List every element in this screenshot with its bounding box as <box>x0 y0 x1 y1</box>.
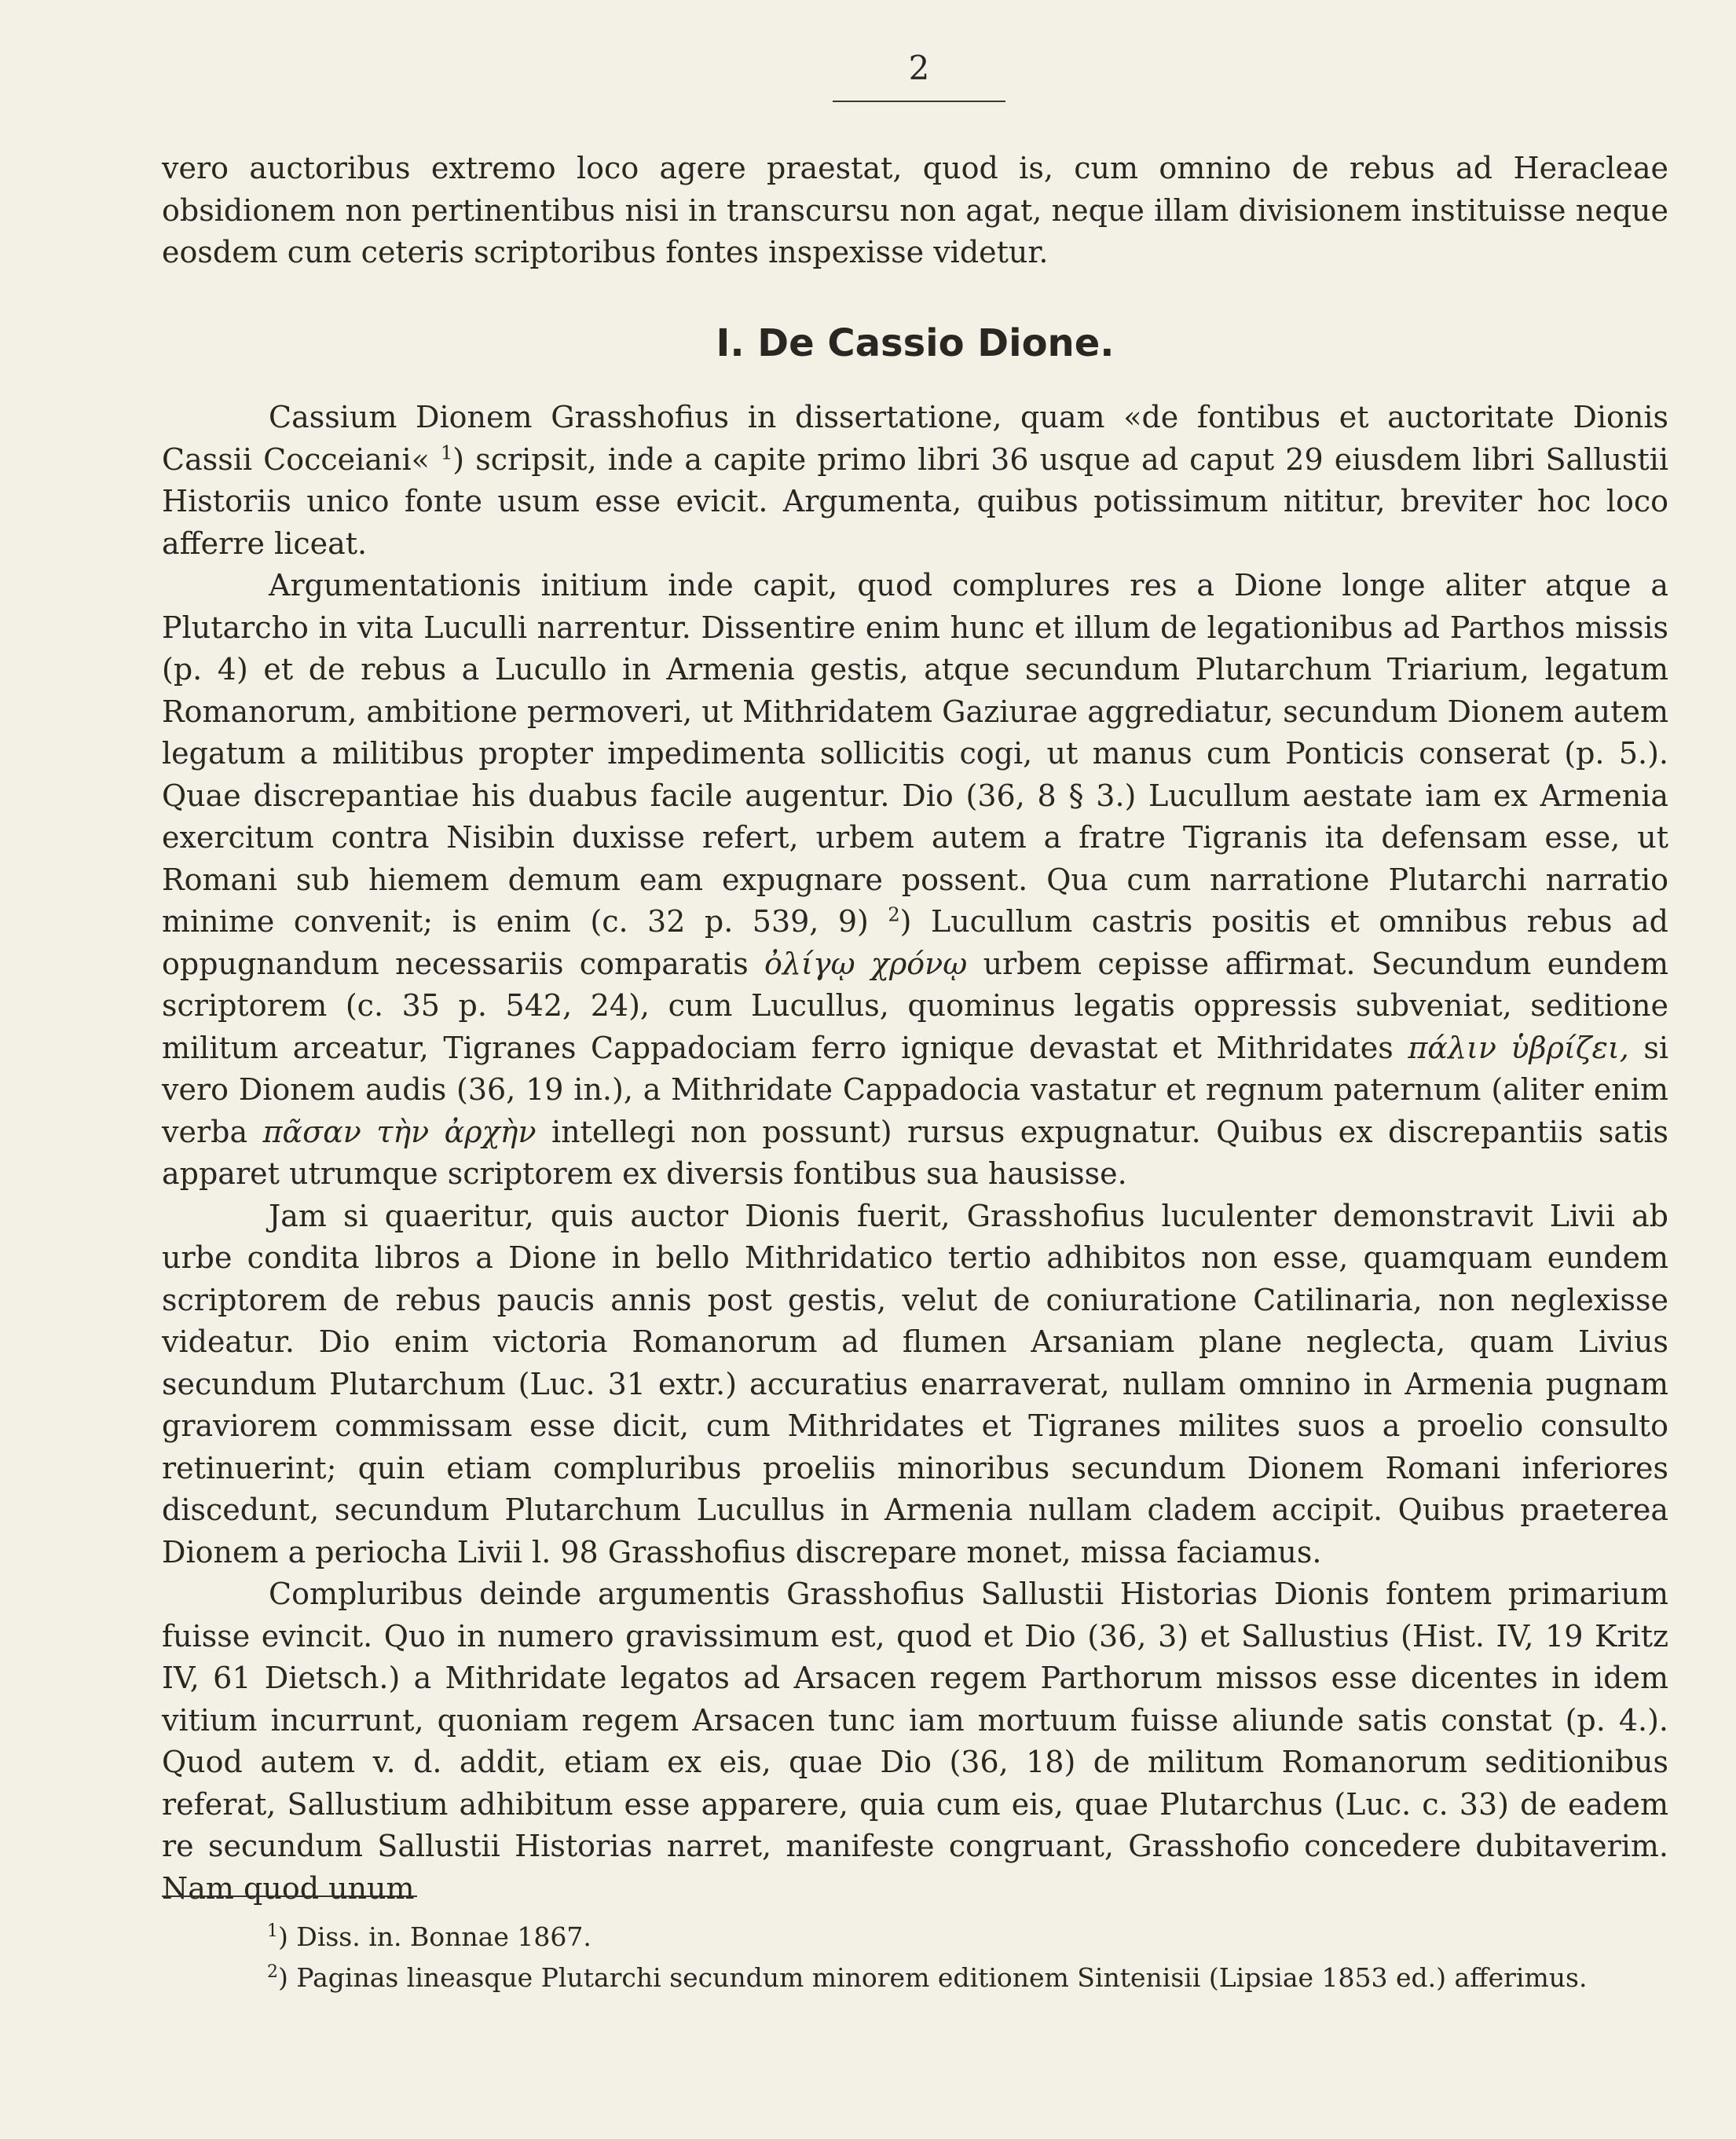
main-text-block <box>162 397 1668 1910</box>
greek-phrase: πᾶσαν τὴν ἀρχὴν <box>262 1114 537 1149</box>
section-heading: I. De Cassio Dione. <box>716 321 1115 365</box>
paragraph-1: Cassium Dionem Grasshofius in dissertatione, quam «de fontibus et auctoritate Dionis Cassii Cocceiani« $^1$) scripsit, inde a capite primo libri 36 usque ad caput 29 eiusdem libri Sallustii Historiis unico fonte usum esse evicit. Argumenta, quibus potissimum nititur, breviter hoc loco afferre liceat. <box>162 400 1668 561</box>
footnote-rule <box>162 1895 417 1897</box>
intro-text-block <box>162 148 1668 274</box>
paragraph-2: Argumentationis initium inde capit, quod complures res a Dione longe aliter atque a Plutarcho in vita Luculli narrentur. Dissentire enim hunc et illum de legationibus ad Parthos missis (p. 4) et de rebus a Lucullo in Armenia gestis, atque secundum Plutarchum Triarium, legatum Romanorum, ambitione permoveri, ut Mithridatem Gaziurae aggrediatur, secundum Dionem autem legatum a militibus propter impedimenta sollicitis cogi, ut manus cum Ponticis conserat (p. 5.). Quae discrepantiae his duabus facile augentur. Dio (36, 8 § 3.) Lucullum aestate iam ex Armenia exercitum contra Nisibin duxisse refert, urbem autem a fratre Tigranis ita defensam esse, ut Romani sub hiemem demum eam expugnare possent. Qua cum narratione Plutarchi narratio minime convenit; is enim (c. 32 p. 539, 9) $^2$) Lucullum castris positis et omnibus rebus ad oppugnandum necessariis comparatis ὀλίγῳ χρόνῳ urbem cepisse affirmat. Secundum eundem scriptorem (c. 35 p. 542, 24), cum Lucullus, quominus legatis oppressis subveniat, seditione militum arceatur, Tigranes Cappadociam ferro ignique devastat et Mithridates πάλιν ὑβρίζει, si vero Dionem audis (36, 19 in.), a Mithridate Cappadocia vastatur et regnum paternum (aliter enim verba πᾶσαν τὴν ἀρχὴν intellegi non possunt) rursus expugnatur. Quibus ex discrepantiis satis apparet utrumque scriptorem ex diversis fontibus sua hausisse. <box>162 568 1669 1191</box>
footnote-2: $^2$) Paginas lineasque Plutarchi secundum minorem editionem Sintenisii (Lipsiae 1853 ed.) afferimus. <box>267 1962 1588 1993</box>
paragraph-3: Jam si quaeritur, quis auctor Dionis fuerit, Grasshofius luculenter demonstravit Livii ab urbe condita libros a Dione in bello Mithridatico tertio adhibitos non esse, quamquam eundem scriptorem de rebus paucis annis post gestis, velut de coniuratione Catilinaria, non neglexisse videatur. Dio enim victoria Romanorum ad flumen Arsaniam plane neglecta, quam Livius secundum Plutarchum (Luc. 31 extr.) accuratius enarraverat, nullam omnino in Armenia pugnam graviorem commissam esse dicit, cum Mithridates et Tigranes milites suos a proelio consulto retinuerint; quin etiam compluribus proeliis minoribus secundum Dionem Romani inferiores discedunt, secundum Plutarchum Lucullus in Armenia nullam cladem accipit. Quibus praeterea Dionem a periocha Livii l. 98 Grasshofius discrepare monet, missa faciamus. <box>162 1198 1668 1569</box>
greek-phrase: ὀλίγῳ χρόνῳ <box>764 946 968 981</box>
footnote-1: $^1$) Diss. in. Bonnae 1867. <box>267 1921 591 1952</box>
paragraph-4: Compluribus deinde argumentis Grasshofius Sallustii Historias Dionis fontem primarium fuisse evincit. Quo in numero gravissimum est, quod et Dio (36, 3) et Sallustius (Hist. IV, 19 Kritz IV, 61 Dietsch.) a Mithridate legatos ad Arsacen regem Parthorum missos esse dicentes in idem vitium incurrunt, quoniam regem Arsacen tunc iam mortuum fuisse aliunde satis constat (p. 4.). Quod autem v. d. addit, etiam ex eis, quae Dio (36, 18) de militum Romanorum seditionibus referat, Sallustium adhibitum esse apparere, quia cum eis, quae Plutarchus (Luc. c. 33) de eadem re secundum Sallustii Historias narret, manifeste congruant, Grasshofio concedere dubitaverim. Nam quod unum <box>162 1577 1668 1906</box>
page-number: 2 <box>908 49 930 87</box>
footnote-ref-2: 2 <box>888 903 900 926</box>
intro-paragraph: vero auctoribus extremo loco agere praestat, quod is, cum omnino de rebus ad Heracleae obsidionem non pertinentibus nisi in transcursu non agat, neque illam divisionem instituisse neque eosdem cum ceteris scriptoribus fontes inspexisse videtur. <box>162 151 1668 269</box>
page-number-rule <box>833 101 1005 102</box>
greek-phrase: πάλιν ὑβρίζει, <box>1408 1030 1629 1065</box>
footnote-ref-1: 1 <box>440 441 453 463</box>
footnotes <box>267 1917 1673 1998</box>
